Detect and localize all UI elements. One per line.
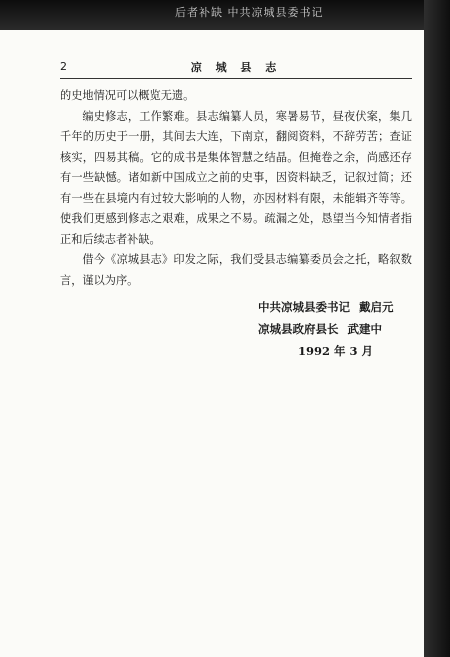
paragraph-continuation: 的史地情况可以概览无遗。 bbox=[60, 89, 195, 102]
signature-name: 武建中 bbox=[347, 322, 382, 336]
signature-name: 戴启元 bbox=[359, 300, 394, 314]
page-number: 2 bbox=[60, 60, 67, 73]
paragraph-compilation: 编史修志，工作繁难。县志编纂人员，寒暑易节，昼夜伏案，集几千年的历史于一册，其间去大连，下南京，翻阅资料，不辞劳苦；查证核实，四易其稿。它的成书是集体智慧之结晶。但掩卷之余，尚感还存有一些缺憾。诸如新中国成立之前的史事，因资料缺乏，记叙过简；还有一些在县境内有过较大影响的人物，亦因材料有限，未能辑齐等等。使我们更感到修志之艰难，成果之不易。疏漏之处，恳望当今知情者指正和后续志者补缺。 bbox=[60, 109, 412, 246]
bleed-through-text: 后者补缺 中共凉城县委书记 bbox=[175, 6, 324, 19]
scan-top-edge bbox=[0, 0, 450, 30]
signature-block bbox=[258, 296, 394, 362]
paragraph-closing: 借今《凉城县志》印发之际，我们受县志编纂委员会之托，略叙数言，谨以为序。 bbox=[60, 253, 412, 287]
running-header bbox=[60, 58, 412, 79]
signature-role: 中共凉城县委书记 bbox=[258, 300, 350, 314]
signature-county-head bbox=[258, 318, 394, 340]
signature-date: 1992 年 3 月 bbox=[298, 344, 374, 358]
signature-party-secretary bbox=[258, 296, 394, 318]
scan-right-edge bbox=[424, 0, 450, 657]
preface-body bbox=[60, 86, 412, 291]
book-title: 凉 城 县 志 bbox=[190, 61, 282, 74]
signature-role: 凉城县政府县长 bbox=[258, 322, 339, 336]
